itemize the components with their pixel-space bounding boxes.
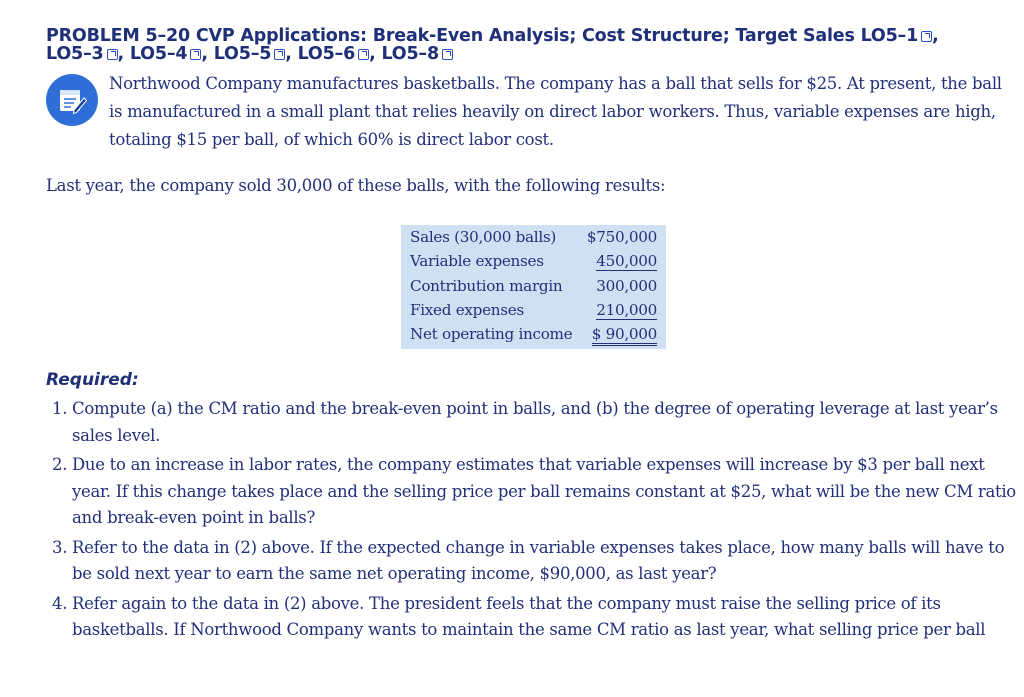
external-link-icon [274, 49, 285, 60]
statement-label: Fixed expenses [410, 301, 524, 319]
statement-label: Sales (30,000 balls) [410, 228, 557, 246]
external-link-icon [358, 49, 369, 60]
item-number: 4. [52, 593, 68, 613]
statement-amount: $750,000 [586, 228, 657, 246]
intro-paragraph: Northwood Company manufactures basketballs. The company has a ball that sells for $25. At present, the ball is manufactured in a small plant that relies heavily on direct labor workers. Thus, variable expenses are high, totaling $15 per ball, of which 60% is direct labor cost. [109, 74, 1002, 149]
statement-amount: 210,000 [596, 301, 657, 319]
income-statement [401, 225, 666, 349]
required-item [46, 396, 1021, 449]
statement-amount: 450,000 [596, 252, 657, 270]
statement-row [401, 299, 666, 323]
item-number: 2. [52, 455, 68, 474]
required-list [46, 396, 1021, 647]
statement-amount: 300,000 [596, 277, 657, 295]
statement-label: Contribution margin [410, 277, 563, 295]
problem-heading: PROBLEM 5–20 CVP Applications: Break-Even Analysis; Cost Structure; Target Sales LO5–1 , LO5–3 , LO5–4 , LO5–5 , LO5–6 , LO5–8 [46, 26, 939, 64]
item-number: 1. [52, 399, 68, 418]
item-text: Refer again to the data in (2) above. The president feels that the company must raise the selling price of its basketballs. If Northwood Company wants to maintain the same CM ratio as last year, what selling price per ball [72, 593, 986, 639]
item-text: Compute (a) the CM ratio and the break-even point in balls, and (b) the degree of operating leverage at last year’s sales level. [72, 399, 998, 445]
objective-link[interactable]: LO5–8 [381, 44, 453, 64]
external-link-icon [442, 49, 453, 60]
statement-label: Net operating income [410, 325, 573, 343]
required-item [46, 535, 1021, 588]
item-text: Refer to the data in (2) above. If the expected change in variable expenses takes place, how many balls will have to be sold next year to earn the same net operating income, $90,000, as last year? [72, 537, 1005, 583]
objective-link[interactable]: LO5–1 [861, 26, 933, 46]
external-link-icon [190, 49, 201, 60]
objective-link[interactable]: LO5–6 [298, 44, 370, 64]
statement-row [401, 226, 666, 250]
external-link-icon [107, 49, 118, 60]
objective-link[interactable]: LO5–4 [130, 44, 202, 64]
objective-link[interactable]: LO5–3 [46, 44, 118, 64]
notepad-pencil-icon [46, 74, 98, 126]
item-text: Due to an increase in labor rates, the company estimates that variable expenses will increase by $3 per ball next year. If this change takes place and the selling price per ball remains constant at $25, what will be the new CM ratio and break-even point in balls? [72, 455, 1016, 527]
required-item [46, 591, 1021, 644]
problem-title: PROBLEM 5–20 CVP Applications: Break-Even Analysis; Cost Structure; Target Sales [46, 26, 855, 46]
notepad-pencil-svg [57, 85, 87, 115]
statement-row [401, 323, 666, 347]
required-heading: Required: [46, 370, 139, 390]
statement-row [401, 250, 666, 274]
item-number: 3. [52, 537, 68, 557]
objective-link[interactable]: LO5–5 [214, 44, 286, 64]
external-link-icon [921, 31, 932, 42]
statement-label: Variable expenses [410, 252, 544, 270]
statement-amount: $ 90,000 [592, 325, 657, 346]
statement-row [401, 275, 666, 299]
required-item [46, 452, 1021, 532]
last-year-sentence: Last year, the company sold 30,000 of these balls, with the following results: [46, 176, 666, 195]
